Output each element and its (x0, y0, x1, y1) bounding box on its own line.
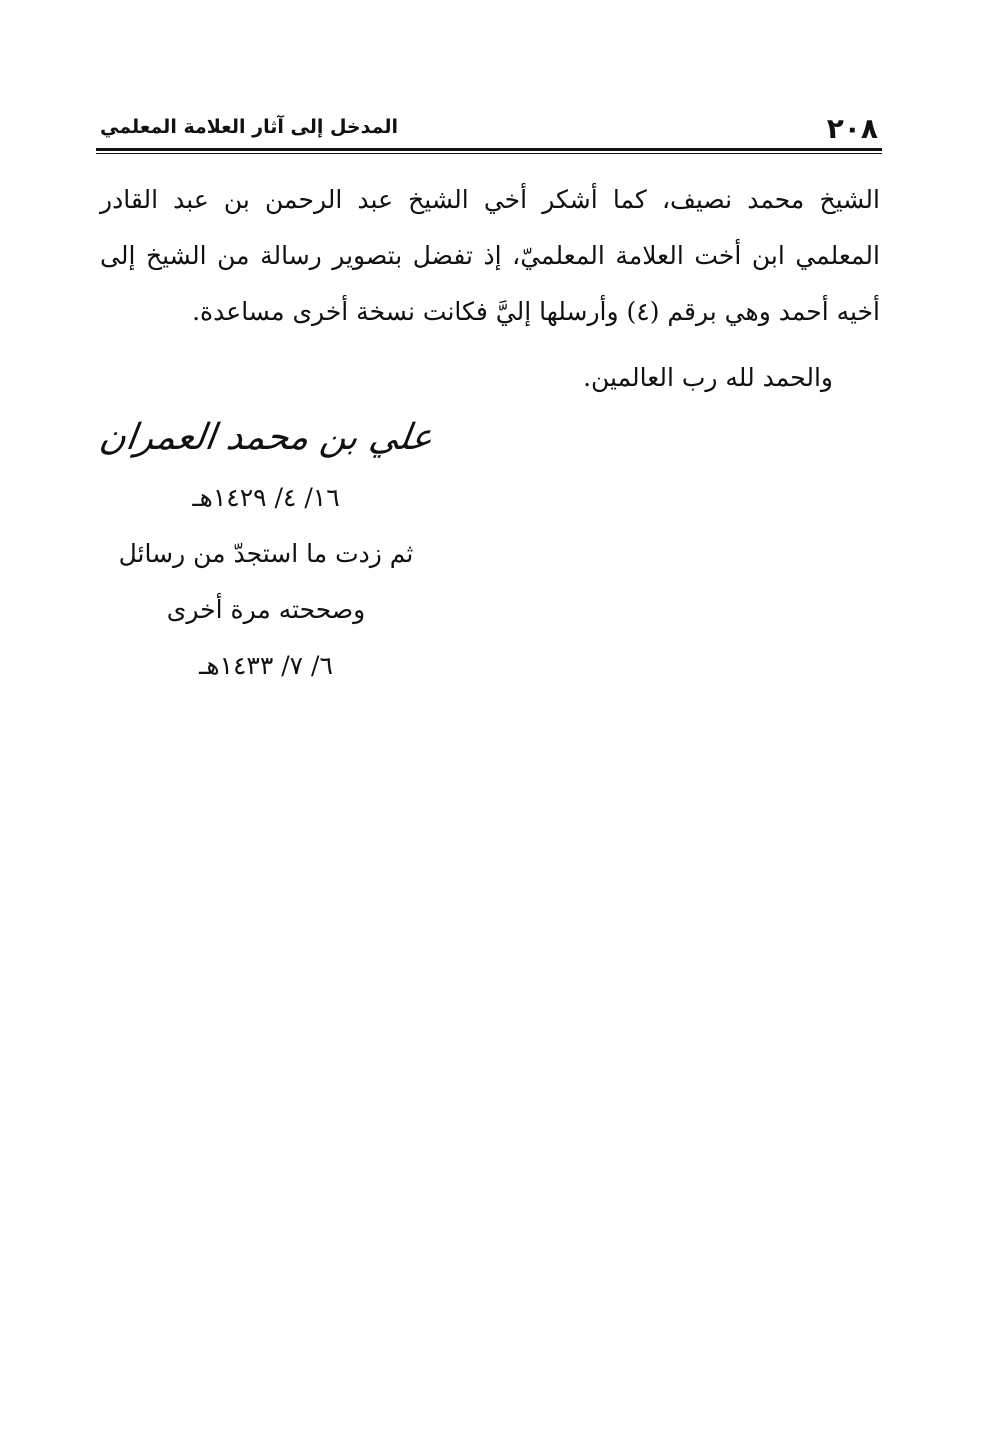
signature-block (96, 408, 436, 694)
revision-date: ٦/ ٧/ ١٤٣٣هـ (199, 651, 333, 680)
closing-line: والحمد لله رب العالمين. (583, 363, 833, 392)
page-number: ٢٠٨ (826, 112, 878, 145)
signature-date: ١٦/ ٤/ ١٤٢٩هـ (192, 483, 340, 512)
handwritten-signature: علي بن محمد العمران (96, 417, 436, 458)
revision-note-line-2: وصححته مرة أخرى (166, 595, 366, 624)
header-rule-thin (96, 153, 882, 154)
body-paragraph: الشيخ محمد نصيف، كما أشكر أخي الشيخ عبد الرحمن بن عبد القادر المعلمي ابن أخت العلامة المعلميّ، إذ تفضل بتصوير رسالة من الشيخ إلى أخيه أحمد وهي برقم (٤) وأرسلها إليَّ فكانت نسخة أخرى مساعدة. (100, 185, 880, 326)
page-header (96, 112, 882, 146)
revision-note-line-1: ثم زدت ما استجدّ من رسائل (118, 539, 414, 568)
running-title: المدخل إلى آثار العلامة المعلمي (100, 116, 398, 138)
header-rule (96, 148, 882, 151)
